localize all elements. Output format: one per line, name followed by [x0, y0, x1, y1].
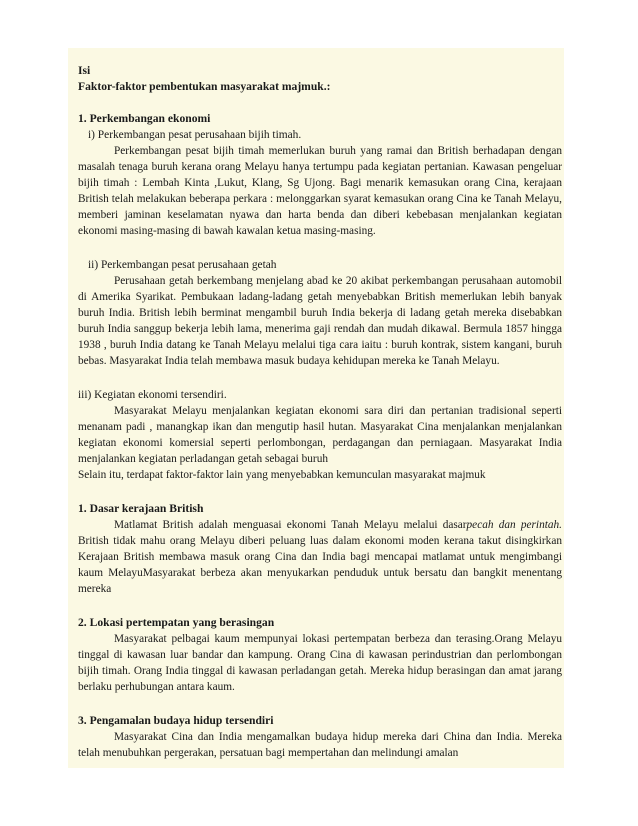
paragraph-faktor-lain: Selain itu, terdapat faktor-faktor lain yang menyebabkan kemunculan masyarakat majmuk: [78, 469, 486, 481]
text-pecah-perintah: pecah dan perintah.: [466, 519, 562, 531]
paragraph-budaya: Masyarakat Cina dan India mengamalkan budaya hidup mereka dari China dan India. Mereka telah menubuhkan pergerakan, persatuan bagi mempertahan dan melindungi amalan: [78, 731, 562, 759]
document-title: Faktor-faktor pembentukan masyarakat majmuk.:: [78, 80, 331, 93]
paragraph-getah: Perusahaan getah berkembang menjelang abad ke 20 akibat perkembangan perusahaan automobil di Amerika Syarikat. Pembukaan ladang-ladang getah menyebabkan British memerlukan lebih banyak buruh India. British lebih berminat mengambil buruh India bekerja di ladang getah mereka disebabkan buruh India sanggup bekerja lebih lama, menerima gaji rendah dan mudah dikawal. Bermula 1857 hingga 1938 , buruh India datang ke Tanah Melayu melalui tiga cara iaitu : buruh kontrak, sistem kangani, buruh bebas. Masyarakat India telah membawa masuk budaya kehidupan mereka ke Tanah Melayu.: [78, 275, 562, 367]
section-heading-dasar-kerajaan: 1. Dasar kerajaan British: [78, 502, 204, 515]
paragraph-lokasi: Masyarakat pelbagai kaum mempunyai lokasi pertempatan berbeza dan terasing.Orang Melayu tinggal di kawasan luar bandar dan kampung. Orang Cina di kawasan perindustrian dan perlombongan bijih timah. Orang India tinggal di kawasan perladangan getah. Mereka hidup berasingan dan amat jarang berlaku perhubungan antara kaum.: [78, 633, 562, 693]
paragraph-bijih-timah: Perkembangan pesat bijih timah memerlukan buruh yang ramai dan British berhadapan dengan masalah tenaga buruh kerana orang Melayu hanya tertumpu pada kegiatan pertanian. Kawasan pengeluar bijih timah : Lembah Kinta ,Lukut, Klang, Sg Ujong. Bagi menarik kemasukan orang Cina, kerajaan British telah melakukan beberapa perkara : melonggarkan syarat kemasukan orang Cina ke Tanah Melayu, memberi jaminan keselamatan nyawa dan harta benda dan diberi kebebasan menjalankan kegiatan ekonomi masing-masing di bawah kawalan ketua masing-masing.: [78, 145, 562, 237]
subheading-bijih-timah: i) Perkembangan pesat perusahaan bijih timah.: [88, 129, 302, 141]
text-dasar-after: British tidak mahu orang Melayu diberi peluang luas dalam ekonomi moden kerana takut disingkirkan Kerajaan British membawa masuk orang Cina dan India bagi mencapai matlamat untuk mengimbangi kaum MelayuMasyarakat berbeza akan menyukarkan penduduk untuk bersatu dan bangkit menentang mereka: [78, 535, 562, 595]
document-content: [78, 63, 562, 761]
text-dasar-before: Matlamat British adalah menguasai ekonomi Tanah Melayu melalui dasar: [114, 519, 467, 531]
section-heading-perkembangan-ekonomi: 1. Perkembangan ekonomi: [78, 112, 211, 125]
paragraph-dasar-kerajaan: [78, 517, 562, 597]
label-isi: Isi: [78, 64, 91, 77]
document-page: [68, 48, 564, 768]
subheading-getah: ii) Perkembangan pesat perusahaan getah: [88, 259, 277, 271]
section-heading-lokasi: 2. Lokasi pertempatan yang berasingan: [78, 616, 275, 629]
section-heading-budaya: 3. Pengamalan budaya hidup tersendiri: [78, 714, 274, 727]
paragraph-kegiatan-ekonomi: Masyarakat Melayu menjalankan kegiatan ekonomi sara diri dan pertanian tradisional seperti menanam padi , manangkap ikan dan mengutip hasil hutan. Masyarakat Cina menjalankan menjalankan kegiatan ekonomi komersial seperti perlombongan, perdagangan dan perniagaan. Masyarakat India menjalankan kegiatan perladangan getah sebagai buruh: [78, 405, 562, 465]
subheading-kegiatan-ekonomi: iii) Kegiatan ekonomi tersendiri.: [78, 389, 227, 401]
